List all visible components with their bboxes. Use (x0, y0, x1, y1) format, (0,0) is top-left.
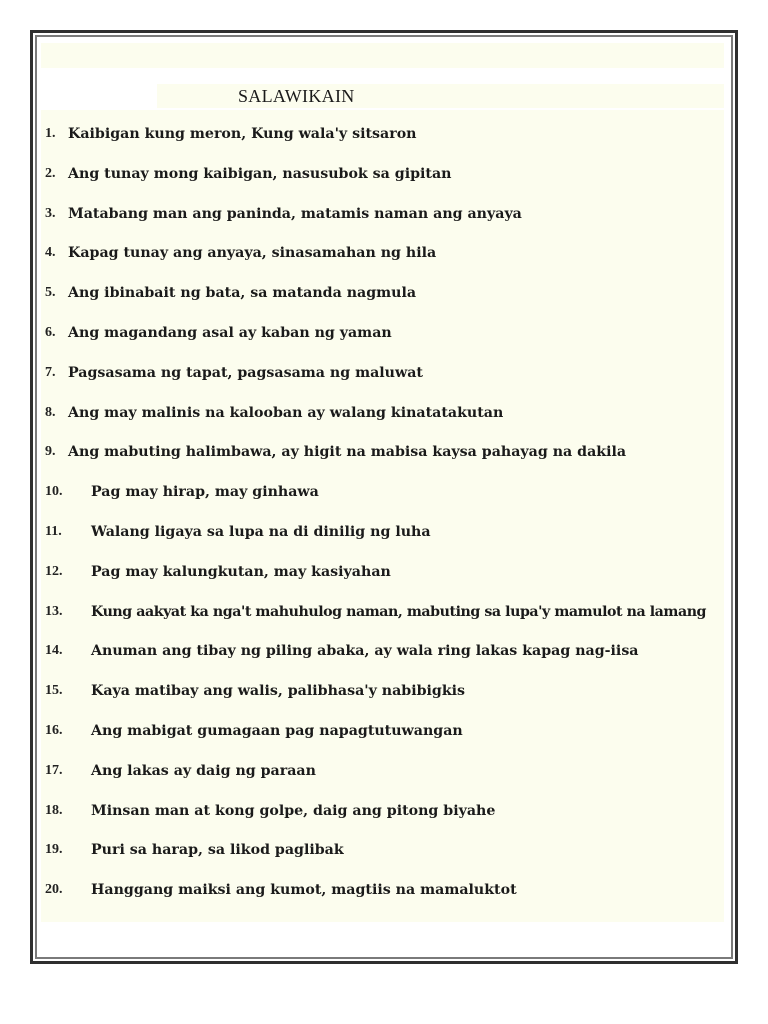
item-number: 1. (45, 126, 56, 141)
item-number: 7. (45, 364, 56, 380)
proverb-text: Ang mabigat gumagaan pag napagtutuwangan (91, 722, 463, 739)
proverb-text: Pagsasama ng tapat, pagsasama ng maluwat (68, 364, 423, 381)
item-number: 14. (45, 643, 63, 659)
item-number: 2. (45, 165, 56, 181)
proverb-text: Pag may hirap, may ginhawa (91, 484, 319, 501)
proverb-text: Ang magandang asal ay kaban ng yaman (68, 324, 392, 341)
list-item (45, 640, 720, 680)
item-number: 11. (45, 523, 62, 539)
proverb-list (45, 123, 720, 919)
item-number: 19. (45, 842, 63, 858)
item-number: 20. (45, 882, 63, 898)
list-item (45, 441, 720, 481)
item-number: 5. (45, 285, 56, 301)
list-item (45, 720, 720, 760)
item-number: 6. (45, 324, 56, 340)
proverb-text: Ang lakas ay daig ng paraan (91, 762, 316, 779)
list-item (45, 680, 720, 720)
proverb-text: Ang mabuting halimbawa, ay higit na mabisa kaysa pahayag na dakila (68, 444, 627, 461)
proverb-text: Puri sa harap, sa likod paglibak (91, 842, 344, 859)
list-item (45, 481, 720, 521)
proverb-text: Walang ligaya sa lupa na di dinilig ng luha (91, 523, 431, 540)
proverb-text: Ang may malinis na kalooban ay walang kinatatakutan (68, 404, 504, 421)
item-number: 17. (45, 762, 63, 778)
list-item (45, 322, 720, 362)
proverb-text: Matabang man ang paninda, matamis naman ang anyaya (68, 205, 522, 222)
list-item (45, 123, 720, 163)
item-number: 15. (45, 683, 63, 699)
list-item (45, 800, 720, 840)
list-item (45, 282, 720, 322)
list-item (45, 760, 720, 800)
top-shaded-band (41, 43, 724, 68)
list-item (45, 362, 720, 402)
proverb-text: Pag may kalungkutan, may kasiyahan (91, 563, 391, 580)
item-number: 3. (45, 205, 56, 221)
list-item (45, 521, 720, 561)
proverb-text: Ang tunay mong kaibigan, nasusubok sa gipitan (68, 165, 452, 182)
list-item (45, 879, 720, 919)
item-number: 13. (45, 603, 63, 619)
list-item (45, 601, 720, 641)
proverb-text: Anuman ang tibay ng piling abaka, ay wala ring lakas kapag nag-iisa (91, 643, 639, 660)
item-number: 4. (45, 245, 56, 261)
list-item (45, 402, 720, 442)
proverb-text: Ang ibinabait ng bata, sa matanda nagmula (68, 285, 417, 302)
proverb-text: Kaibigan kung meron, Kung wala'y sitsaron (68, 126, 417, 142)
item-number: 9. (45, 444, 56, 460)
list-item (45, 839, 720, 879)
proverb-text: Kaya matibay ang walis, palibhasa'y nabibigkis (91, 683, 466, 700)
item-number: 16. (45, 722, 63, 738)
list-item (45, 203, 720, 243)
proverb-text: Kapag tunay ang anyaya, sinasamahan ng hila (68, 245, 437, 262)
item-number: 8. (45, 404, 56, 420)
item-number: 10. (45, 484, 63, 500)
proverb-text: Kung aakyat ka nga't mahuhulog naman, mabuting sa lupa'y mamulot na lamang (91, 603, 707, 620)
item-number: 18. (45, 802, 63, 818)
list-item (45, 242, 720, 282)
page-title: SALAWIKAIN (238, 86, 355, 106)
list-item (45, 163, 720, 203)
proverb-text: Minsan man at kong golpe, daig ang pitong biyahe (91, 802, 496, 819)
item-number: 12. (45, 563, 63, 579)
list-item (45, 561, 720, 601)
proverb-text: Hanggang maiksi ang kumot, magtiis na mamaluktot (91, 882, 517, 899)
